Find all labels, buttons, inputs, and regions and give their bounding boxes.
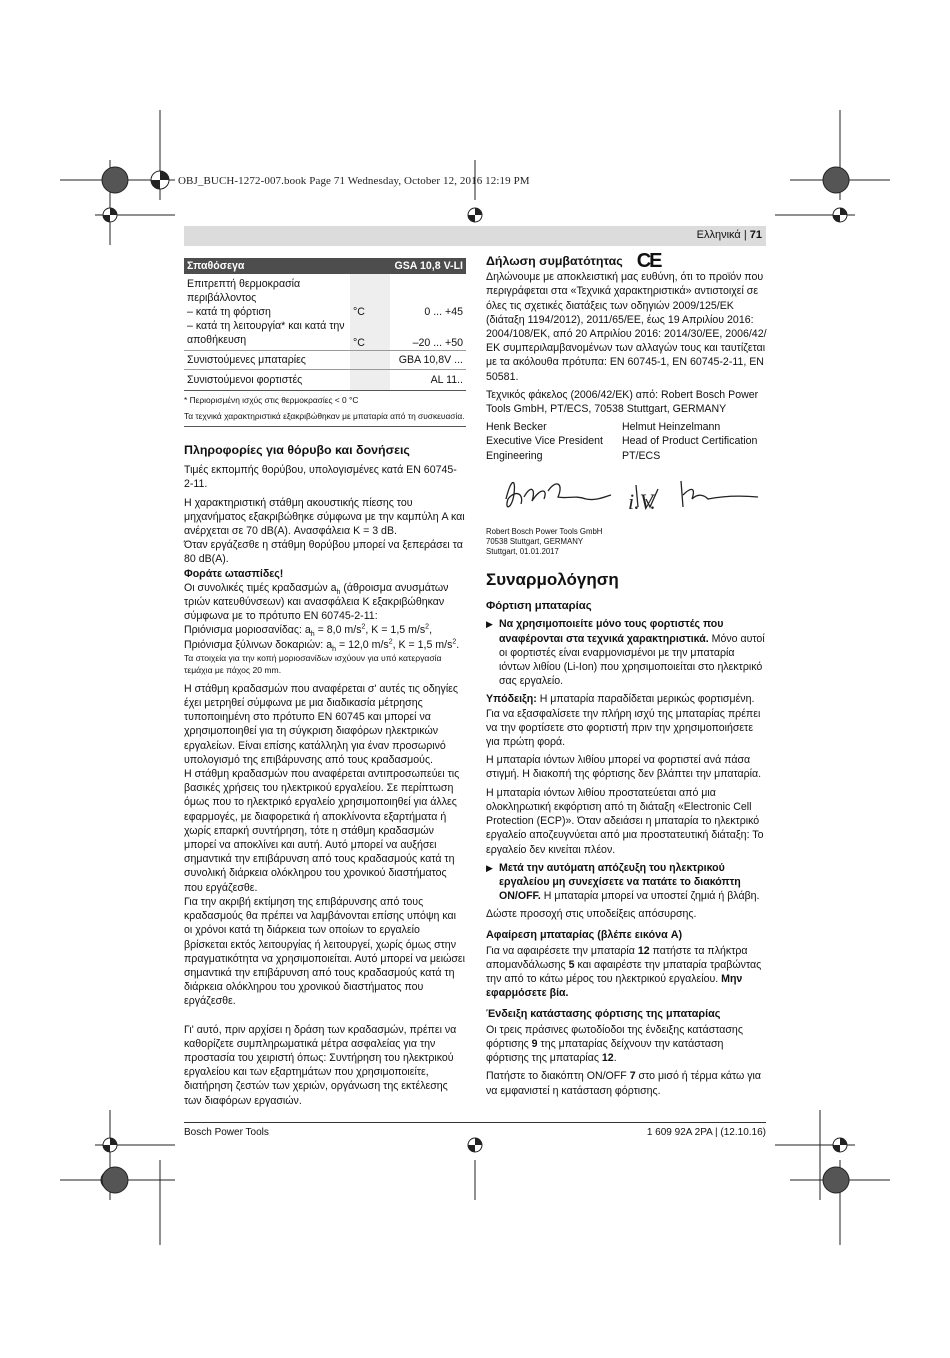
footer-right: 1 609 92A 2PA | (12.10.16) bbox=[646, 1127, 766, 1138]
signature-image bbox=[486, 469, 768, 519]
paragraph: Πατήστε το διακόπτη ON/OFF 7 στο μισό ή τέρμα κάτω για να εμφανιστεί η κατάσταση φόρτισης. bbox=[486, 1070, 762, 1097]
paragraph: Δηλώνουμε με αποκλειστική μας ευθύνη, ότι το προϊόν που περιγράφεται στα «Τεχνικά χαρακτηριστικά» αντιστοιχεί σε όλες τις σχετικές διατάξεις των οδηγιών 2009/125/ΕΚ (διάταξη 1194/2012), 2011/65/ΕΕ, έως 19 Απριλίου 2016: 2004/108/ΕΚ, από 20 Απριλίου 2016: 2014/30/ΕΕ, 2006/42/ΕΚ συμπεριλαμβανομένων των αλλαγών τους και ταυτίζεται με τα ακόλουθα πρότυπα: EN 60745-1, EN 60745-2-11, EN 50581. bbox=[486, 271, 767, 383]
bullet-item: ▶ Μετά την αυτόματη απόζευξη του ηλεκτρικού εργαλείου μη συνεχίσετε να πατάτε το διακόπτη ON/OFF. Η μπαταρία μπορεί να υποστεί ζημιά ή βλάβη. bbox=[486, 861, 760, 903]
signatory-title: Engineering bbox=[486, 449, 543, 462]
spec-value: AL 11.. bbox=[430, 374, 463, 386]
paragraph: Όταν εργάζεσθε η στάθμη θορύβου μπορεί να ξεπεράσει τα 80 dB(A). bbox=[184, 539, 463, 566]
spec-unit: °C bbox=[350, 305, 390, 319]
paragraph: Η στάθμη κραδασμών που αναφέρεται αντιπροσωπεύει τις βασικές χρήσεις του ηλεκτρικού εργαλείου. Σε περίπτωση όμως που το ηλεκτρικό εργαλείο χρησιμοποιηθεί για άλλες εφαρμογές, με διαφορετικά ή αποκλίνοντα εξαρτήματα ή χωρίς επαρκή συντήρηση, τότε η στάθμη κραδασμών μπορεί να αποκλίνει και αυτή. Αυτό μπορεί να αυξήσει σημαντικά την επιβάρυνση από τους κραδασμούς κατά τη συνολική διάρκεια ολόκληρου του χρονικού διαστήματος που εργάζεσθε. bbox=[184, 768, 460, 894]
page-number: 71 bbox=[749, 229, 762, 241]
spec-label: Επιτρεπτή θερμοκρασία περιβάλλοντος bbox=[187, 278, 301, 304]
declaration-heading: Δήλωση συμβατότητας bbox=[486, 254, 623, 268]
page-header-bar bbox=[184, 226, 766, 246]
spec-label: – κατά τη λειτουργία* και κατά την αποθήκευση bbox=[184, 319, 350, 351]
bullet-item: ▶ Να χρησιμοποιείτε μόνο τους φορτιστές που αναφέρονται στα τεχνικά χαρακτηριστικά. Μόνο αυτοί οι φορτιστές είναι εναρμονισμένοι με την μπαταρία ιόντων λιθίου (Li-Ion) που χρησιμοποιείται στο ηλεκτρικό σας εργαλείο. bbox=[486, 618, 765, 688]
spec-table bbox=[184, 258, 466, 390]
indicator-heading: Ένδειξη κατάστασης φόρτισης της μπαταρίας bbox=[486, 1007, 721, 1020]
assembly-heading: Συναρμολόγηση bbox=[486, 570, 619, 590]
signatories bbox=[486, 420, 768, 463]
paragraph: Τα στοιχεία για την κοπή μοριοσανίδων ισχύουν για υπό κατεργασία τεμάχια με πάχος 20 mm. bbox=[184, 652, 442, 675]
ear-protection-warning: Φοράτε ωτασπίδες! bbox=[184, 567, 284, 580]
spec-model: GSA 10,8 V-LI bbox=[390, 258, 466, 274]
language-label: Ελληνικά bbox=[696, 229, 741, 241]
spec-value: –20 ... +50 bbox=[390, 319, 466, 351]
signatory-title: Head of Product Certification bbox=[622, 435, 758, 448]
signatory-title: PT/ECS bbox=[622, 449, 661, 462]
paragraph: Τιμές εκπομπής θορύβου, υπολογισμένες κατά EN 60745-2-11. bbox=[184, 464, 457, 491]
paragraph: Δώστε προσοχή στις υποδείξεις απόσυρσης. bbox=[486, 908, 697, 921]
company-address: Robert Bosch Power Tools GmbH 70538 Stuttgart, GERMANY Stuttgart, 01.01.2017 bbox=[486, 527, 603, 557]
paragraph: Οι τρεις πράσινες φωτοδίοδοι της ένδειξης κατάστασης φόρτισης 9 της μπαταρίας δείχνουν την κατάσταση φόρτισης της μπαταρίας 12. bbox=[486, 1023, 743, 1065]
spec-label: Συνιστούμενες μπαταρίες bbox=[184, 351, 350, 370]
paragraph: Η μπαταρία ιόντων λιθίου προστατεύεται από μια ολοκληρωτική εκφόρτιση από τη διάταξη «Electronic Cell Protection (ECP)». Όταν αδειάσει η μπαταρία το ηλεκτρικό εργαλείο αποζευγνύεται από μια προστατευτική διάταξη: Το εργαλείο δεν κινείται πλέον. bbox=[486, 786, 764, 856]
paragraph: Τεχνικός φάκελος (2006/42/ΕΚ) από: Robert Bosch Power Tools GmbH, PT/ECS, 70538 Stuttgart, GERMANY bbox=[486, 388, 759, 416]
vibration-value: Πριόνισμα μοριοσανίδας: $a_h = 8,0$ $m/s^2$, K = 1,5 $m/s^2$, bbox=[184, 623, 433, 639]
spec-value: GBA 10,8V ... bbox=[390, 351, 466, 370]
page-header bbox=[697, 229, 762, 241]
crop-line: OBJ_BUCH-1272-007.book Page 71 Wednesday, October 12, 2016 12:19 PM bbox=[178, 175, 530, 187]
arrow-icon: ▶ bbox=[486, 862, 493, 873]
paragraph: Γι' αυτό, πριν αρχίσει η δράση των κραδασμών, πρέπει να καθορίζετε συμπληρωματικά μέτρα ασφαλείας για την προστασία του χειριστή όπως: Συντήρηση του ηλεκτρικού εργαλείου και των εξαρτημάτων που χρησιμοποιείτε, διατήρηση ζεστών των χεριών, οργάνωση της εκτέλεσης των διαφόρων εργασιών. bbox=[184, 1023, 457, 1107]
paragraph: Για την ακριβή εκτίμηση της επιβάρυνσης από τους κραδασμούς θα πρέπει να λαμβάνονται επίσης υπόψη και οι χρόνοι κατά τη διάρκεια των οποίων το εργαλείο βρίσκεται εκτός λειτουργίας ή λειτουργεί, χωρίς όμως στην πραγματικότητα να χρησιμοποιείται. Αυτό μπορεί να μειώσει σημαντικά την επιβάρυνση από τους κραδασμούς κατά τη διάρκεια ολόκληρου του χρονικού διαστήματος που εργάζεσθε. bbox=[184, 895, 465, 1008]
paragraph: Οι συνολικές τιμές κραδασμών $a_h$ (άθροισμα ανυσμάτων τριών κατευθύνσεων) και ανασφάλεια K εξακριβώθηκαν σύμφωνα με το πρότυπο EN 60745-2-11: bbox=[184, 581, 449, 623]
signatory-name: Helmut Heinzelmann bbox=[622, 421, 721, 434]
spec-footnote: * Περιορισμένη ισχύς στις θερμοκρασίες < 0 °C bbox=[184, 395, 359, 405]
charging-heading: Φόρτιση μπαταρίας bbox=[486, 600, 592, 613]
spec-label: Συνιστούμενοι φορτιστές bbox=[187, 374, 303, 386]
paragraph: Υπόδειξη: Η μπαταρία παραδίδεται μερικώς φορτισμένη. Για να εξασφαλίσετε την πλήρη ισχύ της μπαταρίας πρέπει να την φορτίσετε στο φορτιστή πριν την χρησιμοποιήσετε για πρώτη φορά. bbox=[486, 693, 761, 749]
arrow-icon: ▶ bbox=[486, 619, 493, 630]
paragraph: Η στάθμη κραδασμών που αναφέρεται σ' αυτές τις οδηγίες έχει μετρηθεί σύμφωνα με μια διαδικασία μέτρησης τυποποιημένη στο πρότυπο EN 60745 και μπορεί να χρησιμοποιηθεί για τη σύγκριση διαφόρων ηλεκτρικών εργαλείων. Είναι επίσης κατάλληλη για έναν προσωρινό υπολογισμό της επιβάρυνσης από τους κραδασμούς. bbox=[184, 682, 458, 766]
footer-rule bbox=[184, 1122, 766, 1123]
left-column bbox=[184, 258, 466, 1112]
noise-heading: Πληροφορίες για θόρυβο και δονήσεις bbox=[184, 443, 410, 457]
spec-footnote: Τα τεχνικά χαρακτηριστικά εξακριβώθηκαν με μπαταρία από τη συσκευασία. bbox=[184, 411, 465, 421]
footer-left: Bosch Power Tools bbox=[184, 1127, 269, 1138]
spec-title: Σπαθόσεγα bbox=[184, 258, 350, 274]
spec-unit: °C bbox=[350, 319, 390, 351]
signatory-title: Executive Vice President bbox=[486, 435, 603, 448]
svg-text:i.V.: i.V. bbox=[628, 488, 656, 514]
signatory-name: Henk Becker bbox=[486, 421, 547, 434]
spec-label: – κατά τη φόρτιση bbox=[187, 306, 271, 318]
paragraph: Η μπαταρία ιόντων λιθίου μπορεί να φορτιστεί ανά πάσα στιγμή. Η διακοπή της φόρτισης δεν βλάπτει την μπαταρία. bbox=[486, 754, 762, 781]
right-column bbox=[486, 250, 768, 1102]
remove-heading: Αφαίρεση μπαταρίας (βλέπε εικόνα A) bbox=[486, 928, 683, 941]
ce-mark-icon: CE bbox=[636, 250, 661, 272]
paragraph: Για να αφαιρέσετε την μπαταρία 12 πατήστε τα πλήκτρα απομανδάλωσης 5 και αφαιρέστε την μπαταρία τραβώντας την από το κάτω μέρος του ηλεκτρικού εργαλείου. Μην εφαρμόσετε βία. bbox=[486, 944, 762, 1000]
vibration-value: Πριόνισμα ξύλινων δοκαριών: $a_h = 12,0$ $m/s^2$, K = 1,5 $m/s^2$. bbox=[184, 638, 460, 653]
header-separator: | bbox=[740, 229, 750, 241]
paragraph: Η χαρακτηριστική στάθμη ακουστικής πίεσης του μηχανήματος εξακριβώθηκε σύμφωνα με την καμπύλη A και ανέρχεται σε 70 dB(A). Ανασφάλεια K = 3 dB. bbox=[184, 496, 465, 538]
spec-value: 0 ... +45 bbox=[424, 306, 463, 318]
